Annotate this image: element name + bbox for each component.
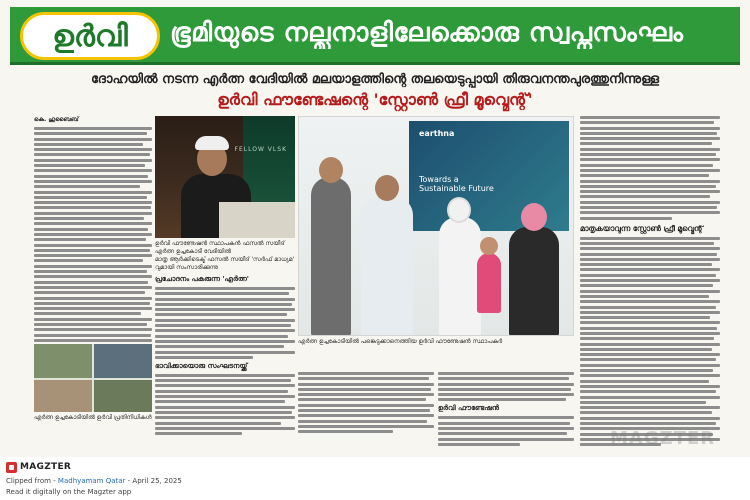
collage-photo xyxy=(34,380,92,412)
article-column-bottom-1 xyxy=(298,372,434,436)
group-photo-caption: എർത്ന ഉച്ചകോടിയിൽ പങ്കെടുക്കാനെത്തിയ ഉർവി ഫൗണ്ടേഷൻ സ്ഥാപകർ xyxy=(298,338,503,345)
body-text-lines xyxy=(580,116,720,220)
read-digitally-line: Read it digitally on the Magzter app xyxy=(6,488,132,496)
speaker-photo xyxy=(155,116,295,238)
magzter-logo-text: MAGZTER xyxy=(20,462,72,472)
body-text-lines xyxy=(438,372,574,401)
group-photo xyxy=(298,116,574,336)
clipping-footer xyxy=(0,458,750,500)
person-head xyxy=(521,203,547,231)
masthead xyxy=(10,7,740,65)
section-heading-bottom: ഉർവി ഫൗണ്ടേഷൻ xyxy=(438,404,499,413)
section-heading-mid-1: പ്രചോദനം പകരുന്ന 'എർത്ന' xyxy=(155,275,249,283)
magzter-watermark: MAGZTER xyxy=(610,428,716,449)
body-text-lines xyxy=(34,127,152,352)
body-text-lines xyxy=(155,374,295,435)
mid-caption: മാതൃ ആർക്കിടെക്ട് ഫസൽ സയീദ് 'സർഫ് മാധ്യമ' വുമായി സംസാരിക്കുന്നു xyxy=(155,256,295,271)
section-heading-mid-2: ഭാവിക്കായൊരു സംഘടനയ്ക്ക് xyxy=(155,361,248,370)
collage-photo xyxy=(94,380,152,412)
clipped-from-line xyxy=(6,477,182,485)
person-head xyxy=(375,175,399,201)
person-figure xyxy=(439,217,481,336)
collage-photo xyxy=(94,344,152,378)
speaker-cap xyxy=(195,136,229,150)
masthead-brand: ഉർവി xyxy=(20,12,160,60)
body-text-lines xyxy=(438,416,574,445)
event-backdrop-text: Towards a Sustainable Future xyxy=(419,175,494,193)
child-head xyxy=(480,237,498,255)
magzter-logo-icon xyxy=(6,462,17,473)
publication-link[interactable]: Madhyamam Qatar xyxy=(57,477,126,485)
event-logo-text: earthna xyxy=(419,129,455,138)
podium xyxy=(219,202,295,238)
collage-photo xyxy=(34,344,92,378)
subheading-line-1: ദോഹയിൽ നടന്ന എർത്ന വേദിയിൽ മലയാളത്തിന്റെ തലയെടുപ്പായി തിരുവനന്തപുരത്തുനിന്നുള്ള xyxy=(90,72,660,87)
article-byline: കെ. ഹുബൈബ് xyxy=(34,116,79,123)
masthead-title: ഭൂമിയുടെ നല്ലനാളിലേക്കൊരു സ്വപ്നസംഘം xyxy=(170,18,684,48)
section-heading-right: മാതൃകയാവുന്ന സ്റ്റോൺ ഫ്രീ മൂവ്മെന്റ് xyxy=(580,223,703,233)
subheading-line-2: ഉർവി ഫൗണ്ടേഷന്റെ 'സ്റ്റോൺ ഫ്രീ മൂവ്മെന്റ്' xyxy=(217,90,533,109)
person-figure xyxy=(509,227,559,336)
child-figure xyxy=(477,253,501,313)
body-text-lines xyxy=(580,237,720,447)
small-photo-collage xyxy=(34,344,152,412)
person-figure xyxy=(361,197,413,336)
photo-screen-text: FELLOW VLSK xyxy=(234,146,287,153)
body-text-lines xyxy=(155,287,295,359)
body-text-lines xyxy=(298,372,434,433)
person-head xyxy=(319,157,343,183)
clipped-prefix: Clipped from - xyxy=(6,477,56,485)
collage-caption: എർത്ന ഉച്ചകോടിയിൽ ഉർവി പ്രതിനിധികൾ xyxy=(34,414,152,421)
article-column-right xyxy=(580,116,720,449)
clipped-date: - April 25, 2025 xyxy=(127,477,182,485)
speaker-photo-caption: ഉർവി ഫൗണ്ടേഷൻ സ്ഥാപകൻ ഫസൽ സയീദ് എർത്ന ഉച്ചകോടി വേദിയിൽ xyxy=(155,240,285,255)
person-figure xyxy=(311,177,351,336)
article-column-bottom-2 xyxy=(438,372,574,448)
person-head xyxy=(447,197,471,223)
magzter-logo[interactable] xyxy=(6,461,71,473)
article-column-mid xyxy=(155,256,295,437)
